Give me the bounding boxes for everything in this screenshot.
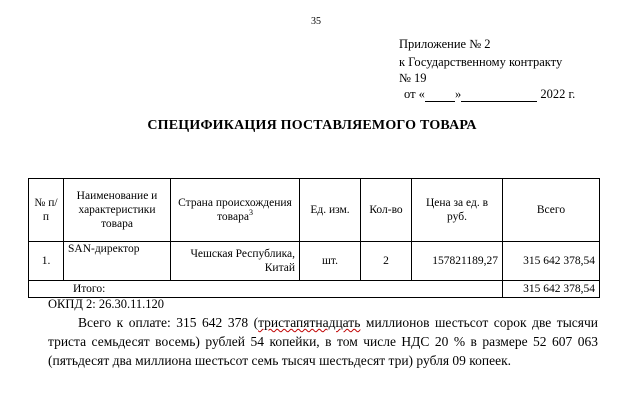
header-num: № п/п (29, 179, 64, 242)
document-title: СПЕЦИФИКАЦИЯ ПОСТАВЛЯЕМОГО ТОВАРА (147, 118, 477, 133)
cell-name: SAN-директор (64, 242, 171, 281)
table-total-row (29, 281, 600, 298)
table-header-row (29, 179, 600, 242)
summary-text-1: Всего к оплате: 315 642 378 ( (78, 315, 259, 330)
specification-table (28, 178, 600, 298)
payment-summary (48, 313, 598, 370)
header-qty: Кол-во (361, 179, 412, 242)
cell-price: 157821189,27 (412, 242, 503, 281)
appendix-title: Приложение № 2 (399, 37, 491, 51)
cell-unit: шт. (300, 242, 361, 281)
date-month-blank (461, 89, 537, 102)
date-prefix: от « (404, 87, 425, 101)
total-value: 315 642 378,54 (503, 281, 600, 298)
header-country (171, 179, 300, 242)
header-unit: Ед. изм. (300, 179, 361, 242)
summary-spellcheck-word: тристапятнадцать (258, 315, 361, 330)
summary-text-2: миллионов шестьсот сорок две тысячи триста семьдесят восемь) рублей 54 копейки, в том числе НДС 20 % в размере 52 607 063 (пятьдесят два миллиона шестьсот семь тысяч шестьдесят три) рубля 09 копеек. (48, 315, 598, 368)
footnote-mark: 3 (248, 208, 253, 218)
date-suffix: 2022 г. (537, 87, 576, 101)
okpd-code: ОКПД 2: 26.30.11.120 (48, 297, 165, 311)
cell-num: 1. (29, 242, 64, 281)
table-row (29, 242, 600, 281)
appendix-contract-ref: к Государственному контракту (399, 55, 563, 69)
header-price: Цена за ед. в руб. (412, 179, 503, 242)
header-name: Наименование и характеристики товара (64, 179, 171, 242)
header-total: Всего (503, 179, 600, 242)
cell-total: 315 642 378,54 (503, 242, 600, 281)
date-mid: » (454, 87, 462, 101)
appendix-date (404, 87, 575, 102)
header-country-label: Страна происхождения товара (178, 197, 292, 223)
page-number: 35 (311, 16, 321, 27)
appendix-contract-number: № 19 (399, 71, 427, 85)
date-day-blank (425, 89, 455, 102)
total-label: Итого: (29, 281, 503, 298)
cell-country: Чешская Республика, Китай (171, 242, 300, 281)
cell-qty: 2 (361, 242, 412, 281)
